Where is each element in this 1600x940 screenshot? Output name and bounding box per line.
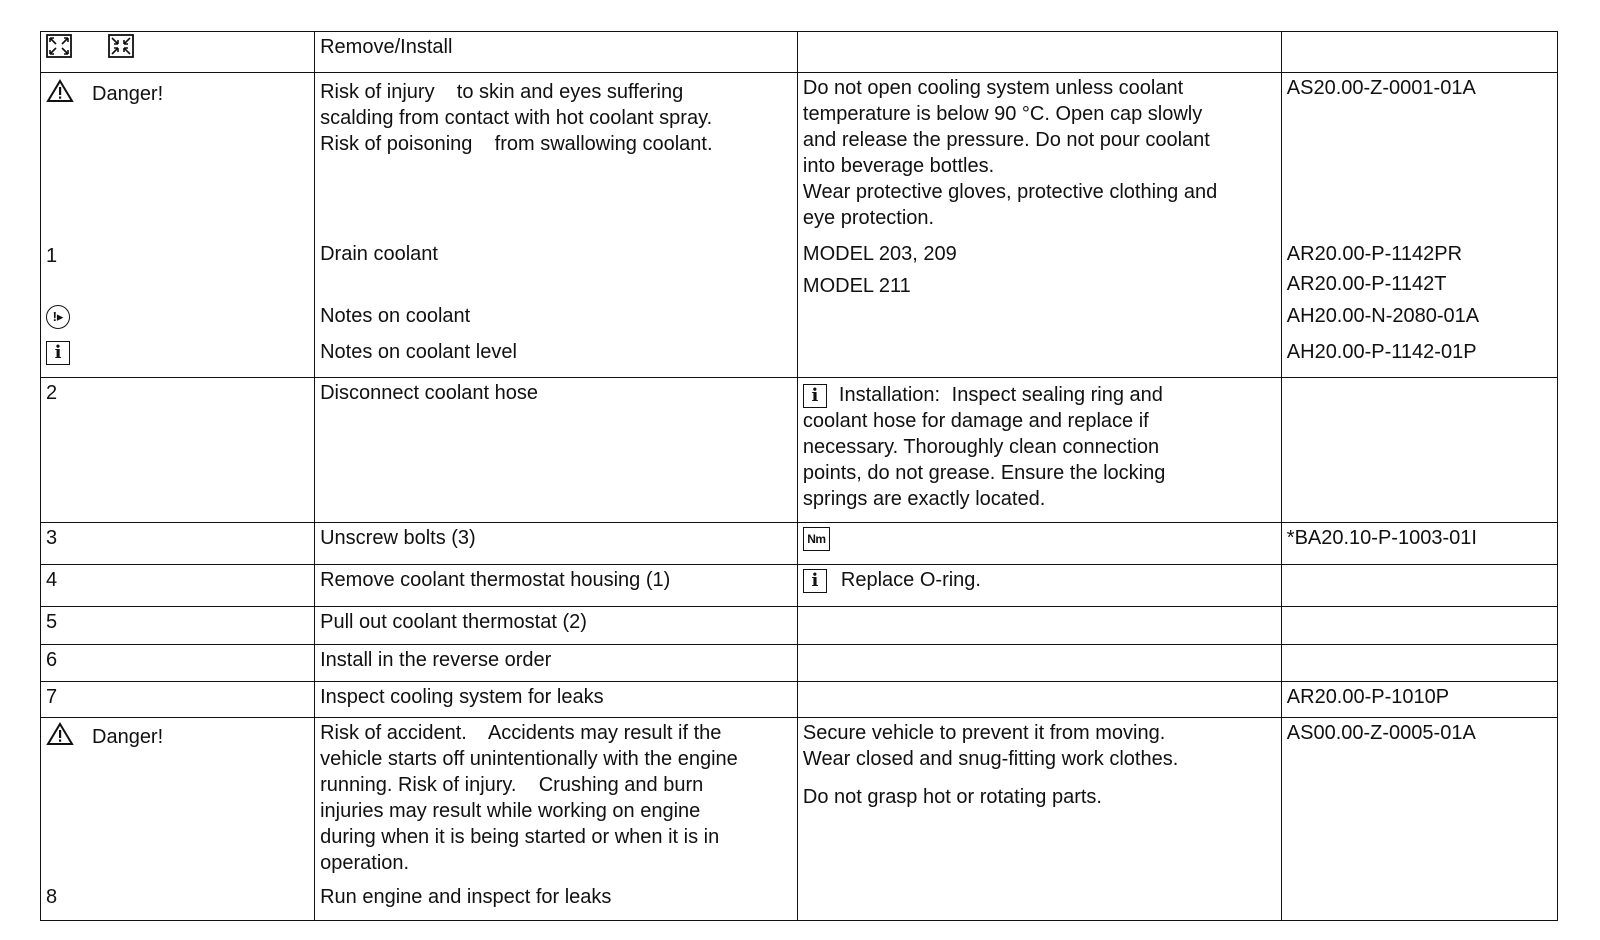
step-number: 1 <box>46 245 58 267</box>
header-empty-2 <box>1281 32 1557 73</box>
step-text: Unscrew bolts (3) <box>315 523 798 565</box>
danger2-measure-cell <box>797 718 1281 921</box>
danger-row-coolant <box>41 73 1558 378</box>
info-icon: i <box>46 341 70 365</box>
step-text: Inspect cooling system for leaks <box>315 682 798 718</box>
warning-triangle-icon <box>46 79 74 110</box>
step2-note-cell <box>797 378 1281 523</box>
step-text: Run engine and inspect for leaks <box>320 886 612 908</box>
procedure-table <box>40 31 1558 921</box>
model-text: MODEL 203, 209 <box>802 243 957 265</box>
doc-link[interactable]: *BA20.10-P-1003-01I <box>1281 523 1557 565</box>
step-number: 8 <box>46 886 58 908</box>
step-row-7 <box>41 682 1558 718</box>
step-row-3 <box>41 523 1558 565</box>
empty-ref <box>1281 645 1557 682</box>
doc-link[interactable]: AH20.00-P-1142-01P <box>1286 341 1477 363</box>
step4-note-cell <box>797 565 1281 607</box>
risk-line: during when it is being started or when it is in <box>320 826 720 848</box>
note-line: points, do not grease. Ensure the locking <box>802 462 1166 484</box>
step-number: 7 <box>41 682 315 718</box>
risk-line: operation. <box>320 852 410 874</box>
step-row-6 <box>41 645 1558 682</box>
doc-link[interactable]: AS00.00-Z-0005-01A <box>1281 718 1557 921</box>
header-empty-1 <box>797 32 1281 73</box>
measure-line: into beverage bottles. <box>802 155 995 177</box>
measure-line: eye protection. <box>802 207 935 229</box>
risk-line: injuries may result while working on engine <box>320 800 701 822</box>
empty-note <box>797 682 1281 718</box>
install-icon <box>108 34 134 65</box>
measure-line: Do not open cooling system unless coolant <box>802 77 1184 99</box>
warning-triangle-icon <box>46 722 74 753</box>
measure-line: Wear protective gloves, protective clothing and <box>802 181 1218 203</box>
step-number: 4 <box>41 565 315 607</box>
header-row <box>41 32 1558 73</box>
empty-note <box>797 645 1281 682</box>
danger-label: Danger! <box>92 82 164 105</box>
installation-lead: Installation: <box>838 384 941 406</box>
note-line: coolant hose for damage and replace if <box>802 410 1149 432</box>
empty-ref <box>1281 565 1557 607</box>
danger1-ref-cell <box>1281 73 1557 378</box>
doc-link[interactable]: AR20.00-P-1142PR <box>1286 243 1463 265</box>
empty-note <box>797 607 1281 645</box>
danger2-left-cell <box>41 718 315 921</box>
empty-ref <box>1281 378 1557 523</box>
measure-line: temperature is below 90 °C. Open cap slowly <box>802 103 1203 125</box>
danger1-left-cell <box>41 73 315 378</box>
doc-link[interactable]: AS20.00-Z-0001-01A <box>1286 77 1476 99</box>
note-text: Notes on coolant <box>320 305 471 327</box>
doc-link[interactable]: AR20.00-P-1142T <box>1286 273 1447 295</box>
note-text: Replace O-ring. <box>840 569 981 591</box>
note-line: necessary. Thoroughly clean connection <box>802 436 1160 458</box>
measure-line: and release the pressure. Do not pour coolant <box>802 129 1210 151</box>
step-text: Install in the reverse order <box>315 645 798 682</box>
risk-line: Risk of poisoning from swallowing coolant. <box>320 133 713 155</box>
risk-line: Risk of injury to skin and eyes suffering <box>320 81 684 103</box>
step-number: 6 <box>41 645 315 682</box>
risk-line: running. Risk of injury. Crushing and burn <box>320 774 704 796</box>
step-row-2 <box>41 378 1558 523</box>
step-row-5 <box>41 607 1558 645</box>
measure-line: Secure vehicle to prevent it from moving. <box>802 722 1166 744</box>
header-label: Remove/Install <box>315 32 798 73</box>
note-icon: !▸ <box>46 305 70 329</box>
danger2-risk-cell <box>315 718 798 921</box>
empty-ref <box>1281 607 1557 645</box>
doc-link[interactable]: AH20.00-N-2080-01A <box>1286 305 1480 327</box>
step-text: Pull out coolant thermostat (2) <box>315 607 798 645</box>
danger-label: Danger! <box>92 725 164 748</box>
risk-line: vehicle starts off unintentionally with the engine <box>320 748 738 770</box>
torque-cell <box>797 523 1281 565</box>
note-line: Inspect sealing ring and <box>951 384 1163 406</box>
doc-link[interactable]: AR20.00-P-1010P <box>1281 682 1557 718</box>
remove-icon <box>46 34 72 65</box>
model-text: MODEL 211 <box>802 275 911 297</box>
torque-icon: Nm <box>803 527 830 551</box>
step-number: 3 <box>41 523 315 565</box>
step-number: 2 <box>41 378 315 523</box>
step-text: Remove coolant thermostat housing (1) <box>315 565 798 607</box>
measure-line: Do not grasp hot or rotating parts. <box>802 786 1102 808</box>
info-icon: i <box>803 384 827 408</box>
danger1-risk-cell <box>315 73 798 378</box>
step-row-4 <box>41 565 1558 607</box>
risk-line: scalding from contact with hot coolant spray. <box>320 107 713 129</box>
risk-line: Risk of accident. Accidents may result if the <box>320 722 722 744</box>
danger-row-engine <box>41 718 1558 921</box>
danger1-measure-cell <box>797 73 1281 378</box>
note-line: springs are exactly located. <box>802 488 1046 510</box>
info-icon: i <box>803 569 827 593</box>
step-text: Drain coolant <box>320 243 438 265</box>
header-icons-cell <box>41 32 315 73</box>
measure-line: Wear closed and snug-fitting work clothes. <box>802 748 1179 770</box>
step-number: 5 <box>41 607 315 645</box>
note-text: Notes on coolant level <box>320 341 517 363</box>
step-text: Disconnect coolant hose <box>315 378 798 523</box>
